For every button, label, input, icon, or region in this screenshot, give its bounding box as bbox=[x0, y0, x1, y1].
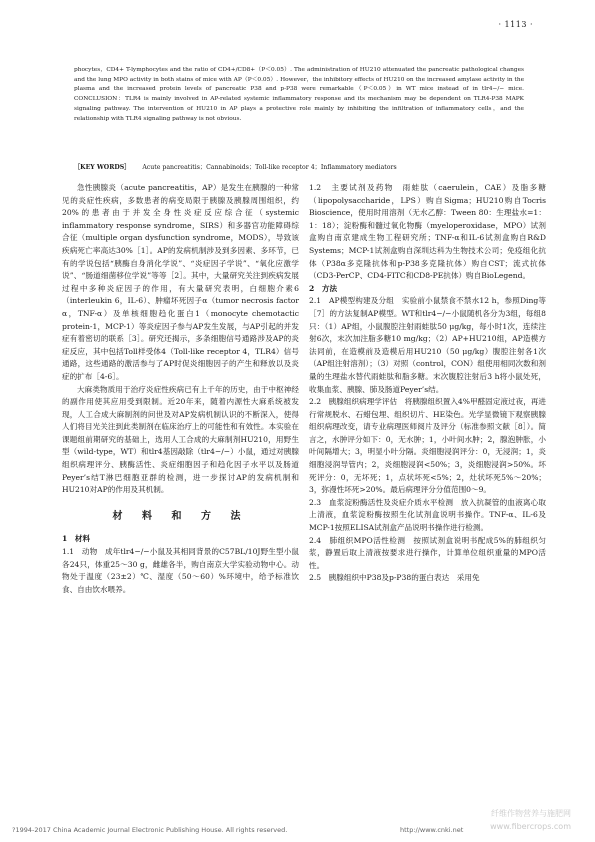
subsection-pathology: 2.2 胰腺组织病理学评估 将胰腺组织置入4%甲醛固定液过夜，再进行常规脱水、石蜡包埋、组织切片、HE染色。光学显微镜下观察胰腺组织病理改变，请专业病理医师阅片及评分（标准参照文献［8］）。简言之，水肿评分如下：0，无水肿；1，小叶间水肿；2，腺泡肿胀，小叶间隔增大；3，明显小叶分隔。炎细胞浸润评分：0，无浸润；1，炎细胞浸润导管内；2，炎细胞浸润<50%；3，炎细胞浸润>50%。坏死评分：0，无坏死；1，点状坏死<5%；2，灶状坏死5%～20%；3，弥漫性坏死>20%。最后病理评分分值范围0～9。 bbox=[309, 397, 546, 495]
footer-url: http://www.cnki.net bbox=[400, 826, 464, 834]
right-column bbox=[309, 182, 546, 585]
subsection-animals: 1.1 动物 成年tlr4−/−小鼠及其相同背景的C57BL/10J野生型小鼠各24只，体重25～30 g，雌雄各半，购自南京大学实验动物中心。动物处于温度（23±2）℃、湿度（50～60）%环境中，给予标准饮食、自由饮水喂养。 bbox=[62, 547, 299, 594]
heading-methods: 2 方法 bbox=[309, 283, 338, 293]
abstract-english bbox=[74, 66, 524, 124]
section-title-methods: 材 料 和 方 法 bbox=[112, 510, 249, 522]
subsection-ap-model: 2.1 AP模型构建及分组 实验前小鼠禁食不禁水12 h，参照Ding等［7］的方法复制AP模型。WT和tlr4−/−小鼠随机各分为3组，每组8只：（1）AP组，小鼠腹腔注射雨蛙肽50 μg/kg，每小时1次，连续注射6次，末次加注脂多糖10 mg/kg；（2）AP+HU210组，AP造模方法同前，在造模前及造模后用HU210（50 μg/kg）腹腔注射各1次（AP组注射溶剂）；（3）对照（control，CON）组使用相同次数和剂量的生理盐水替代雨蛙肽和脂多糖。末次腹腔注射后3 h将小鼠处死，收集血浆、胰腺、肺及肠道Peyer’s结。 bbox=[309, 296, 546, 394]
intro-paragraph-2: 大麻类物质用于治疗炎症性疾病已有上千年的历史，由于中枢神经的副作用使其应用受到限制。近20年来，随着内源性大麻系统被发现，人工合成大麻制剂的问世及对AP发病机制认识的不断深入，使得人们将目光关注到此类制剂在临床治疗上的可能性和有效性。本实验在课题组前期研究的基础上，选用人工合成的大麻制剂HU210，用野生型（wild-type，WT）和tlr4基因敲除（tlr4−/−）小鼠，通过对胰腺组织病理评分、胰酶活性、炎症细胞因子和趋化因子水平以及肠道Peyer’s结T淋巴细胞亚群的检测，进一步探讨AP的发病机制和HU210对AP的作用及其机制。 bbox=[62, 384, 299, 495]
keywords-label: ［KEY WORDS］ bbox=[74, 164, 131, 171]
page-number: · 1113 · bbox=[498, 20, 533, 29]
subsection-mpo: 2.4 肺组织MPO活性检测 按照试剂盒说明书配成5%的肺组织匀浆，静置后取上清液按要求进行操作，计算单位组织重量的MPO活性。 bbox=[309, 535, 546, 570]
keywords-line bbox=[74, 163, 524, 173]
keywords-text: Acute pancreatitis；Cannabinoids；Toll-like receptor 4；Inflammatory mediators bbox=[142, 164, 397, 171]
watermark-url: www.fibercrops.com bbox=[490, 822, 571, 831]
subsection-reagents: 1.2 主要试剂及药物 雨蛙肽（caerulein，CAE）及脂多糖（lipopolysaccharide，LPS）购自Sigma；HU210购自Tocris Bioscience，使用时用溶剂（无水乙醇：Tween 80：生理盐水=1：1：18）；淀粉酶和髓过氧化物酶（myeloperoxidase，MPO）试剂盒购自南京建成生物工程研究所；TNF-α和IL-6试剂盒购自R&D Systems；MCP-1试剂盒购自深圳达科为生物技术公司；免疫组化抗体（P38α多克隆抗体和p-P38多克隆抗体）购自CST；流式抗体（CD3-PerCP、CD4-FITC和CD8-PE抗体）购自BioLegend。 bbox=[309, 183, 546, 281]
left-column bbox=[62, 182, 299, 596]
watermark-chinese: 纤维作物营养与施肥网 bbox=[491, 809, 571, 818]
abstract-text: phocytes，CD4+ T-lymphocytes and the ratio of CD4+/CD8+（P＜0.05）. The administration of HU210 attenuated the pancreatic pathological changes and the lung MPO activity in both stains of mice with AP（P＜0.05）. However，the inhibitory effects of HU210 on the increased amylase activity in the plasma and the increased protein levels of pancreatic P38 and p-P38 were remarkable（P＜0.05）in WT mice instead of in tlr4−/− mice. CONCLUSION：TLR4 is mainly involved in AP-related systemic inflammatory response and its mechanism may be dependent on TLR4-P38 MAPK signaling pathway. The intervention of HU210 in AP plays a protective role mainly by inhibiting the infiltration of inflammatory cells，and the relationship with TLR4 signaling pathway is not obvious. bbox=[74, 67, 524, 122]
subsection-amylase: 2.3 血浆淀粉酶活性及炎症介质水平检测 放入抗凝管的血液离心取上清液，血浆淀粉酶按照生化试剂盒说明书操作。TNF-α、IL-6及MCP-1按照ELISA试剂盒产品说明书操作进行检测。 bbox=[309, 497, 546, 533]
footer-copyright: ?1994-2017 China Academic Journal Electronic Publishing House. All rights reserved. bbox=[12, 826, 288, 834]
heading-materials: 1 材料 bbox=[62, 534, 91, 544]
subsection-p38: 2.5 胰腺组织中P38及p-P38的蛋白表达 采用免 bbox=[309, 573, 480, 583]
intro-paragraph-1: 急性胰腺炎（acute pancreatitis，AP）是发生在胰腺的一种常见的炎症性疾病，多数患者的病变局限于胰腺及胰腺周围组织，约20%的患者由于并发全身性炎症反应综合征（systemic inflammatory response syndrome，SIRS）和多器官功能障碍综合征（multiple organ dysfunction syndrome，MODS），导致该疾病死亡率高达30%［1］。AP的发病机制涉及到多因素、多环节，已有的学说包括“胰酶自身消化学说”、“炎症因子学说”、“氧化应激学说”、“肠道细菌移位学说”等等［2］。其中，大量研究关注到疾病发展过程中多种炎症因子的作用，有大量研究表明，白细胞介素6（interleukin 6，IL-6）、肿瘤坏死因子α（tumor necrosis factor α，TNF-α）及单核细胞趋化蛋白1（monocyte chemotactic protein-1，MCP-1）等炎症因子参与AP发生发展，与AP引起的并发症有着密切的联系［3］。研究还揭示，多条细胞信号通路涉及AP的炎症反应，其中包括Toll样受体4（Toll-like receptor 4，TLR4）信号通路，这些通路的激活参与了AP时促炎细胞因子的产生和释放以及炎症的扩布［4-6］。 bbox=[62, 183, 299, 381]
